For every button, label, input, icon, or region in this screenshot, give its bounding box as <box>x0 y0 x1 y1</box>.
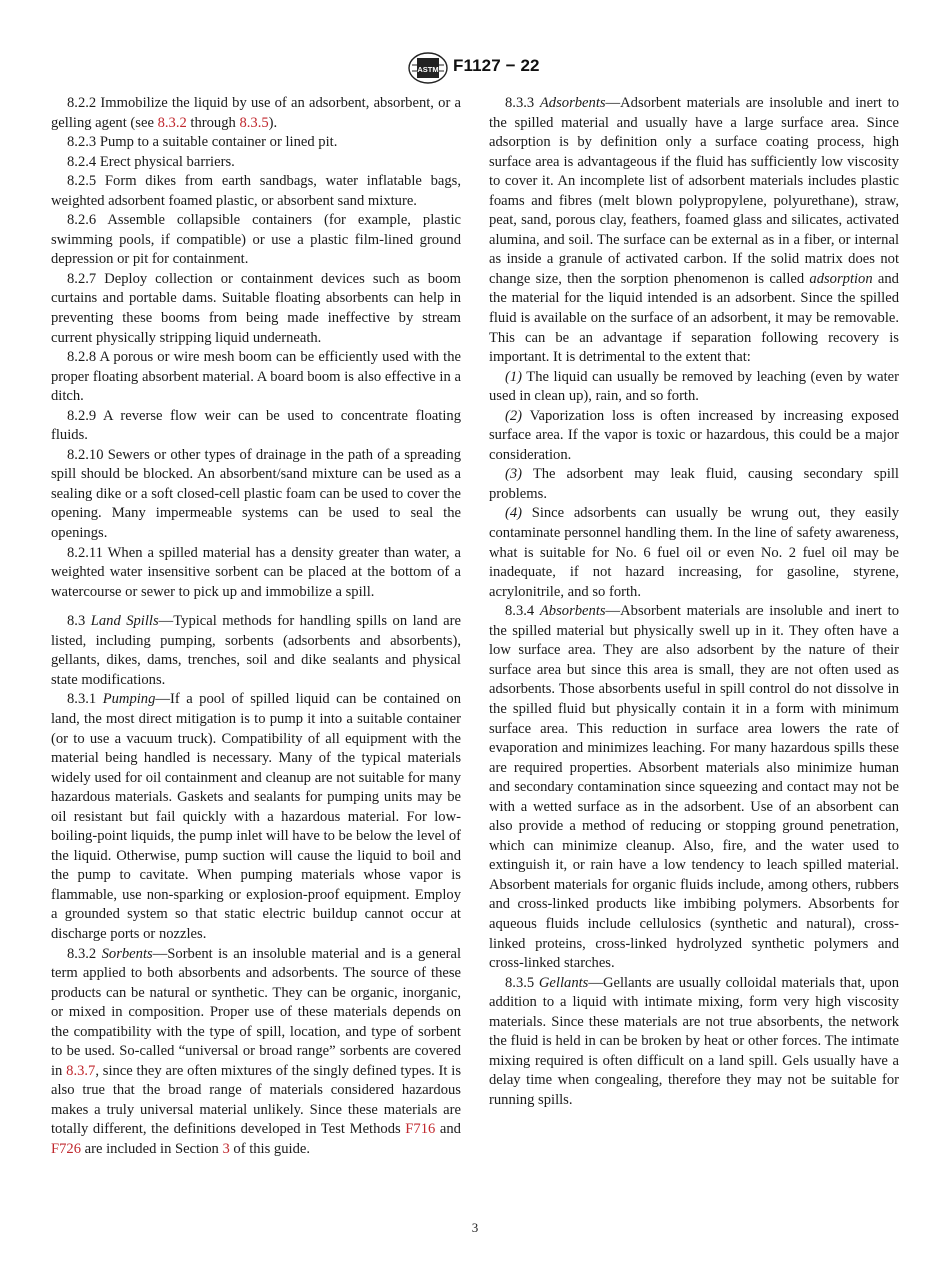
paragraph-8-3-1: 8.3.1 Pumping—If a pool of spilled liquid can be contained on land, the most direct mitigation is to pump it into a suitable container (or to use a vacuum truck). Compatibility of all equipment with the material being handled is necessary. Many of the typical materials widely used for oil containment and cleanup are not suitable for many hazardous materials. Gaskets and sealants for pumping units may be oil resistant but fail quickly with a hazardous material. For low-boiling-point liquids, the pump inlet will have to be below the level of the liquid. Otherwise, pump suction will cause the liquid to boil and the pump to cavitate. When pumping materials whose vapor is flammable, use non-sparking or explosion-proof equipment. Employ a grounded system so that static electric buildup cannot occur at discharge ports or nozzles. <box>51 691 462 942</box>
section-title-gellants: Gellants <box>538 974 589 991</box>
paragraph-8-3-3: 8.3.3 Adsorbents—Adsorbent materials are insoluble and inert to the spilled material and usually have a large surface area. Since adsorption is by definition only a surface coating process, high surface area is advantageous if the fluid has sufficiently low viscosity to cover it. An incomplete list of adsorbent materials includes plastic foams and fibres (melt blown polypropylene, polyurethane), straw, peat, sand, porous clay, feathers, foamed glass and silicates, activated alumina, and soil. The surface can be external as in a fiber, or internal as inside a granule of activated carbon. If the solid matrix does not change size, then the sorption phenomenon is called adsorption and the material for the liquid intended is an adsorbent. Since the spilled fluid is available on the surface of an adsorbent, it may be removable. This can be an advantage if separation following recovery is important. It is detrimental to the extent that: <box>489 95 899 366</box>
paragraph-8-2-11: 8.2.11 When a spilled material has a density greater than water, a weighted water insensitive sorbent can be placed at the bottom of a watercourse or sewer to pick up and immobilize a spill. <box>51 544 461 600</box>
section-title-land-spills: Land Spills <box>90 613 159 630</box>
paragraph-8-2-2: 8.2.2 Immobilize the liquid by use of an adsorbent, absorbent, or a gelling agent (see 8.3.2 through 8.3.5). <box>51 95 461 131</box>
section-title-pumping: Pumping <box>102 691 156 708</box>
paragraph-8-2-10: 8.2.10 Sewers or other types of drainage in the path of a spreading spill should be blocked. An absorbent/sand mixture can be used as a sealing dike or a soft closed-cell plastic foam can be used to cover the opening. Many impermeable systems can be used to seal the openings. <box>51 446 461 542</box>
link-8-3-5[interactable]: 8.3.5 <box>239 114 269 131</box>
link-section-3[interactable]: 3 <box>222 1140 230 1157</box>
paragraph-8-2-6: 8.2.6 Assemble collapsible containers (for example, plastic swimming pools, if compatible) or use a plastic film-lined ground depression or pit for containment. <box>51 212 462 268</box>
paragraph-8-3-5: 8.3.5 Gellants—Gellants are usually colloidal materials that, upon addition to a liquid with intimate mixing, form very high viscosity materials. Since these materials are not true absorbents, the network the fluid is held in can be broken by heat or other forces. The intimate mixing required is often difficult on a land spill. Gels usually have a delay time when congealing, therefore they may not be suitable for running spills. <box>489 974 899 1108</box>
link-8-3-7[interactable]: 8.3.7 <box>66 1062 96 1079</box>
page-number: 3 <box>471 1220 479 1235</box>
paragraph-8-2-4: 8.2.4 Erect physical barriers. <box>67 153 235 170</box>
section-title-sorbents: Sorbents <box>101 945 153 962</box>
list-item-3: (3) The adsorbent may leak fluid, causing secondary spill problems. <box>489 466 899 502</box>
paragraph-8-2-5: 8.2.5 Form dikes from earth sandbags, water inflatable bags, weighted adsorbent foamed plastic, or absorbent sand mixture. <box>51 173 461 209</box>
paragraph-8-2-3: 8.2.3 Pump to a suitable container or lined pit. <box>67 134 338 151</box>
list-item-4: (4) Since adsorbents can usually be wrung out, they easily contaminate personnel handling them. In the line of safety awareness, what is suitable for No. 6 fuel oil or even No. 2 fuel oil may be inadequate, if not hazard increasing, for gasoline, styrene, acrylonitrile, and so forth. <box>489 505 899 600</box>
paragraph-8-2-9: 8.2.9 A reverse flow weir can be used to concentrate floating fluids. <box>51 407 461 444</box>
section-title-adsorbents: Adsorbents <box>539 95 606 111</box>
page-header <box>0 52 950 86</box>
paragraph-8-2-8: 8.2.8 A porous or wire mesh boom can be efficiently used with the proper floating absorbent material. A board boom is also effective in a ditch. <box>51 349 461 405</box>
link-f716[interactable]: F716 <box>405 1121 436 1138</box>
paragraph-8-2-7: 8.2.7 Deploy collection or containment devices such as boom curtains and portable dams. Suitable floating absorbents can help in preventing these booms from being made ineffective by stream current physically stripping liquid underneath. <box>51 270 461 346</box>
logo-text: ASTM <box>417 65 439 74</box>
paragraph-8-3-2: 8.3.2 Sorbents—Sorbent is an insoluble material and is a general term applied to both absorbents and adsorbents. The source of these products can be natural or synthetic. They can be organic, inorganic, or mixed in composition. Proper use of these materials depends on the compatibility with the type of spill, location, and type of sorbent to be used. So-called “universal or broad range” sorbents are covered in 8.3.7, since they are often mixtures of the singly defined types. It is also true that the broad range of materials considered hazardous makes a truly universal material unlikely. Since these materials are totally different, the definitions developed in Test Methods F716 and F726 are included in Section 3 of this guide. <box>51 945 461 1157</box>
list-item-1: (1) The liquid can usually be removed by leaching (even by water used in clean up), rain, and so forth. <box>489 368 899 405</box>
document-designation: F1127 − 22 <box>453 56 540 75</box>
link-f726[interactable]: F726 <box>51 1140 82 1157</box>
left-column <box>51 94 461 1160</box>
link-8-3-2[interactable]: 8.3.2 <box>157 114 187 131</box>
term-adsorption: adsorption <box>809 270 873 287</box>
paragraph-8-3: 8.3 Land Spills—Typical methods for handling spills on land are listed, including pumping, sorbents (adsorbents and absorbents), gellants, dikes, dams, trenches, soil and dike sealants and physical state modifications. <box>51 613 461 688</box>
astm-logo-icon <box>408 52 448 84</box>
right-column <box>489 94 899 1110</box>
list-item-2: (2) Vaporization loss is often increased by increasing exposed surface area. If the vapor is toxic or hazardous, this could be a major consideration. <box>489 407 899 463</box>
paragraph-8-3-4: 8.3.4 Absorbents—Absorbent materials are insoluble and inert to the spilled material but physically swell up in it. They often have a low surface area. They are also adsorbent by the nature of their surface area but since this area is small, they are not often used as adsorbents. Those absorbents useful in spill control do not dissolve in the spilled fluid but physically contain it in a form with minimum surface area. This reduction in surface area lowers the rate of evaporation and minimizes leaching. For many hazardous spills these are required properties. Absorbent materials also minimize human and secondary contamination since squeezing and contact may not be with a wetted surface as in the adsorbent. Use of an absorbent can also provide a method of reducing or stopping ground penetration, which can minimize cleanup. Also, fire, and the water used to extinguish it, or rain have a low tendency to leach spilled material. Absorbent materials for organic fluids include, among others, rubbers and cross-linked products like imbibing polymers. Absorbents for aqueous fluids include cellulosics (synthetic and natural), cross-linked proteins, cross-linked hydrolyzed synthetic polymers and cross-linked starches. <box>489 603 899 972</box>
section-title-absorbents: Absorbents <box>539 603 606 620</box>
